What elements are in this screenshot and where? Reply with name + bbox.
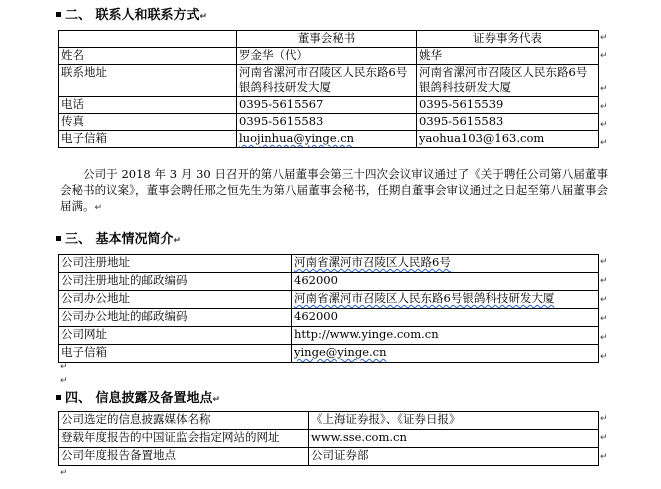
appointment-paragraph: 公司于 2018 年 3 月 30 日召开的第八届董事会第三十四次会议审议通过了《关于聘任公司第八届董事会秘书的议案》，董事会聘任邢之恒先生为第八届董事会秘书，任期自董事会审议通过之日起至第八届董事会届满。↵ bbox=[60, 167, 608, 213]
cell-value: 河南省漯河市召陵区人民东路6号银鸽科技研发大厦 bbox=[237, 65, 417, 97]
cell-value: 462000 bbox=[292, 309, 599, 327]
bullet-icon bbox=[56, 236, 61, 241]
row-end-mark: ↵ bbox=[600, 452, 608, 462]
row-end-mark: ↵ bbox=[600, 138, 608, 148]
bullet-icon bbox=[56, 395, 61, 400]
cell-value: 《上海证券报》、《证券日报》 bbox=[309, 412, 599, 430]
table-row bbox=[59, 430, 599, 448]
paragraph-mark: ↵ bbox=[60, 468, 68, 478]
row-label: 公司办公地址 bbox=[59, 291, 292, 309]
row-label: 公司注册地址的邮政编码 bbox=[59, 273, 292, 291]
header-cell: 证券事务代表 bbox=[417, 31, 599, 48]
row-label: 电子信箱 bbox=[59, 345, 292, 363]
cell-value: 0395-5615583 bbox=[417, 114, 599, 131]
row-end-mark: ↵ bbox=[600, 414, 608, 424]
cell-value: 姚华 bbox=[417, 48, 599, 65]
row-end-mark: ↵ bbox=[600, 433, 608, 443]
table-header-row bbox=[59, 31, 599, 48]
row-label: 姓名 bbox=[59, 48, 237, 65]
cell-value: 0395-5615567 bbox=[237, 97, 417, 114]
section-4-title: 四、 信息披露及备置地点↵ bbox=[56, 391, 220, 408]
cell-value: http://www.yinge.com.cn bbox=[292, 327, 599, 345]
section-2-title: 二、 联系人和联系方式↵ bbox=[56, 8, 207, 25]
table-row bbox=[59, 97, 599, 114]
table-row bbox=[59, 327, 599, 345]
row-end-mark: ↵ bbox=[600, 102, 608, 112]
header-cell: 董事会秘书 bbox=[237, 31, 417, 48]
row-label: 公司年度报告备置地点 bbox=[59, 448, 309, 466]
cell-value: yinge@yinge.cn bbox=[292, 345, 599, 363]
row-end-mark: ↵ bbox=[600, 257, 608, 267]
table-row bbox=[59, 48, 599, 65]
basic-info-table bbox=[58, 254, 599, 363]
cell-value bbox=[237, 131, 417, 148]
cell-value: 河南省漯河市召陵区人民路6号 bbox=[292, 255, 599, 273]
table-row bbox=[59, 345, 599, 363]
row-end-mark: ↵ bbox=[600, 51, 608, 61]
email-text: luojinhua@yinge.cn bbox=[239, 131, 355, 145]
row-end-mark: ↵ bbox=[600, 276, 608, 286]
row-label: 公司注册地址 bbox=[59, 255, 292, 273]
bullet-icon bbox=[56, 12, 61, 17]
row-label: 公司网址 bbox=[59, 327, 292, 345]
cell-value: 0395-5615539 bbox=[417, 97, 599, 114]
row-end-mark: ↵ bbox=[600, 33, 608, 43]
cell-value: yaohua103@163.com bbox=[417, 131, 599, 148]
row-end-mark: ↵ bbox=[600, 120, 608, 130]
table-row bbox=[59, 255, 599, 273]
table-row bbox=[59, 273, 599, 291]
row-label: 公司办公地址的邮政编码 bbox=[59, 309, 292, 327]
table-row bbox=[59, 309, 599, 327]
table-row bbox=[59, 65, 599, 97]
contact-table bbox=[58, 30, 599, 148]
table-row bbox=[59, 448, 599, 466]
row-label: 电子信箱 bbox=[59, 131, 237, 148]
paragraph-mark: ↵ bbox=[60, 376, 68, 386]
cell-value: 462000 bbox=[292, 273, 599, 291]
cell-value: www.sse.com.cn bbox=[309, 430, 599, 448]
table-row bbox=[59, 114, 599, 131]
row-end-mark: ↵ bbox=[600, 295, 608, 305]
table-row bbox=[59, 131, 599, 148]
row-end-mark: ↵ bbox=[600, 84, 608, 94]
table-row bbox=[59, 291, 599, 309]
table-row bbox=[59, 412, 599, 430]
cell-value: 0395-5615583 bbox=[237, 114, 417, 131]
disclosure-table bbox=[58, 411, 599, 466]
row-end-mark: ↵ bbox=[600, 314, 608, 324]
header-cell bbox=[59, 31, 237, 48]
row-label: 电话 bbox=[59, 97, 237, 114]
row-end-mark: ↵ bbox=[600, 333, 608, 343]
section-3-title: 三、 基本情况简介↵ bbox=[56, 232, 181, 249]
row-label: 联系地址 bbox=[59, 65, 237, 97]
cell-value: 公司证券部 bbox=[309, 448, 599, 466]
cell-value: 罗金华（代） bbox=[237, 48, 417, 65]
row-end-mark: ↵ bbox=[600, 352, 608, 362]
row-label: 公司选定的信息披露媒体名称 bbox=[59, 412, 309, 430]
row-label: 传真 bbox=[59, 114, 237, 131]
row-label: 登载年度报告的中国证监会指定网站的网址 bbox=[59, 430, 309, 448]
paragraph-mark: ↵ bbox=[60, 362, 68, 372]
cell-value: 河南省漯河市召陵区人民东路6号银鸽科技研发大厦 bbox=[292, 291, 599, 309]
cell-value: 河南省漯河市召陵区人民东路6号银鸽科技研发大厦 bbox=[417, 65, 599, 97]
